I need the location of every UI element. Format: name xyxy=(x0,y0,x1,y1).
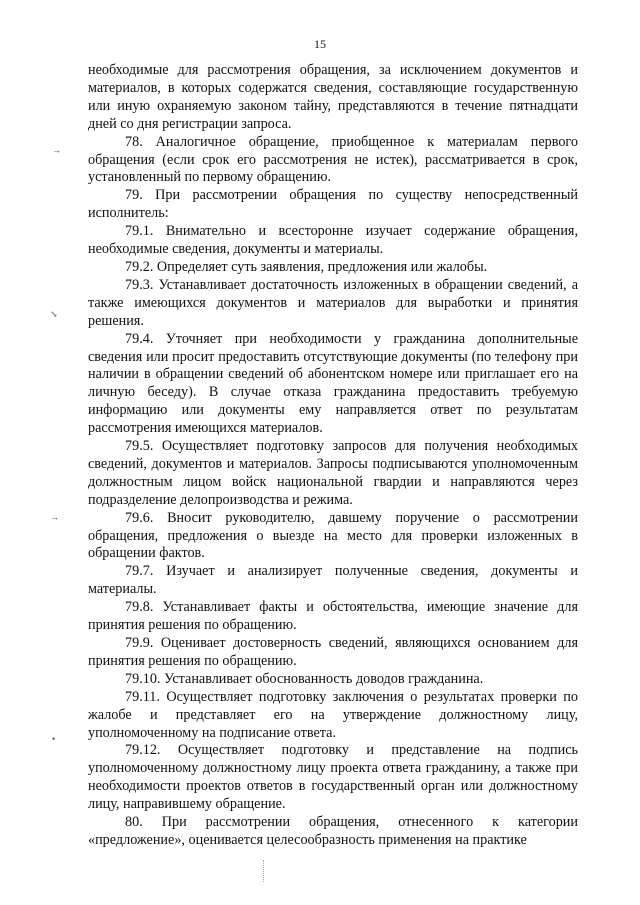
paragraph-79: 79. При рассмотрении обращения по существу непосредственный исполнитель: xyxy=(88,187,578,222)
scan-margin-mark-icon: → xyxy=(52,145,61,155)
paragraph-79-9: 79.9. Оценивает достоверность сведений, являющихся основанием для принятия решения по обращению. xyxy=(88,635,578,669)
paragraph-79-10: 79.10. Устанавливает обоснованность доводов гражданина. xyxy=(125,670,484,687)
paragraph-79-4: 79.4. Уточняет при необходимости у гражданина дополнительные сведения или просит предоставить отсутствующие документы (по телефону при наличии в обращении сведений об абонентском номере или приглашает его на личную беседу). В случае отказа гражданина предоставить требуемую информацию или документы ему направляется ответ по результатам рассмотрения имеющихся материалов. xyxy=(88,330,578,437)
scan-margin-mark-icon: → xyxy=(50,512,59,522)
scan-margin-mark-icon: ↘ xyxy=(50,309,58,319)
scan-artifact-line xyxy=(263,860,265,882)
paragraph-79-5: 79.5. Осуществляет подготовку запросов для получения необходимых сведений, документов и материалов. Запросы подписываются уполномоченным должностным лицом войск национальной гвардии и направляются через подразделение делопроизводства и режима. xyxy=(88,438,578,508)
document-body xyxy=(88,62,578,850)
paragraph-79-12: 79.12. Осуществляет подготовку и представление на подпись уполномоченному должностному лицу проекта ответа гражданину, а также при необходимости проектов ответов в государственный орган или должностному лицу, направившему обращение. xyxy=(88,742,578,813)
paragraph-79-7: 79.7. Изучает и анализирует полученные сведения, документы и материалы. xyxy=(88,563,578,598)
paragraph-79-6: 79.6. Вносит руководителю, давшему поручение о рассмотрении обращения, предложения о выезде на место для проверки изложенных в обращении фактов. xyxy=(88,509,578,562)
paragraph-79-8: 79.8. Устанавливает факты и обстоятельства, имеющие значение для принятия решения по обращению. xyxy=(88,599,578,634)
paragraph-80: 80. При рассмотрении обращения, отнесенного к категории «предложение», оценивается целесообразность применения на практике xyxy=(88,814,578,848)
paragraph-79-3: 79.3. Устанавливает достаточность изложенных в обращении сведений, а также имеющихся документов и материалов для выработки и принятия решения. xyxy=(88,276,578,329)
paragraph-79-11: 79.11. Осуществляет подготовку заключения о результатах проверки по жалобе и представляет его на утверждение должностному лицу, уполномоченному на подписание ответа. xyxy=(88,688,578,741)
paragraph-78: 78. Аналогичное обращение, приобщенное к материалам первого обращения (если срок его рассмотрения не истек), рассматривается в срок, установленный по первому обращению. xyxy=(88,133,578,186)
paragraph-79-1: 79.1. Внимательно и всесторонне изучает содержание обращения, необходимые сведения, документы и материалы. xyxy=(88,223,578,258)
scan-margin-mark-icon: • xyxy=(52,734,56,744)
page-number: 15 xyxy=(314,37,326,51)
paragraph-continuation: необходимые для рассмотрения обращения, за исключением документов и материалов, в которых содержатся сведения, составляющие государственную или иную охраняемую законом тайну, представляются в течение пятнадцати дней со дня регистрации запроса. xyxy=(88,62,578,132)
paragraph-79-2: 79.2. Определяет суть заявления, предложения или жалобы. xyxy=(125,258,488,275)
